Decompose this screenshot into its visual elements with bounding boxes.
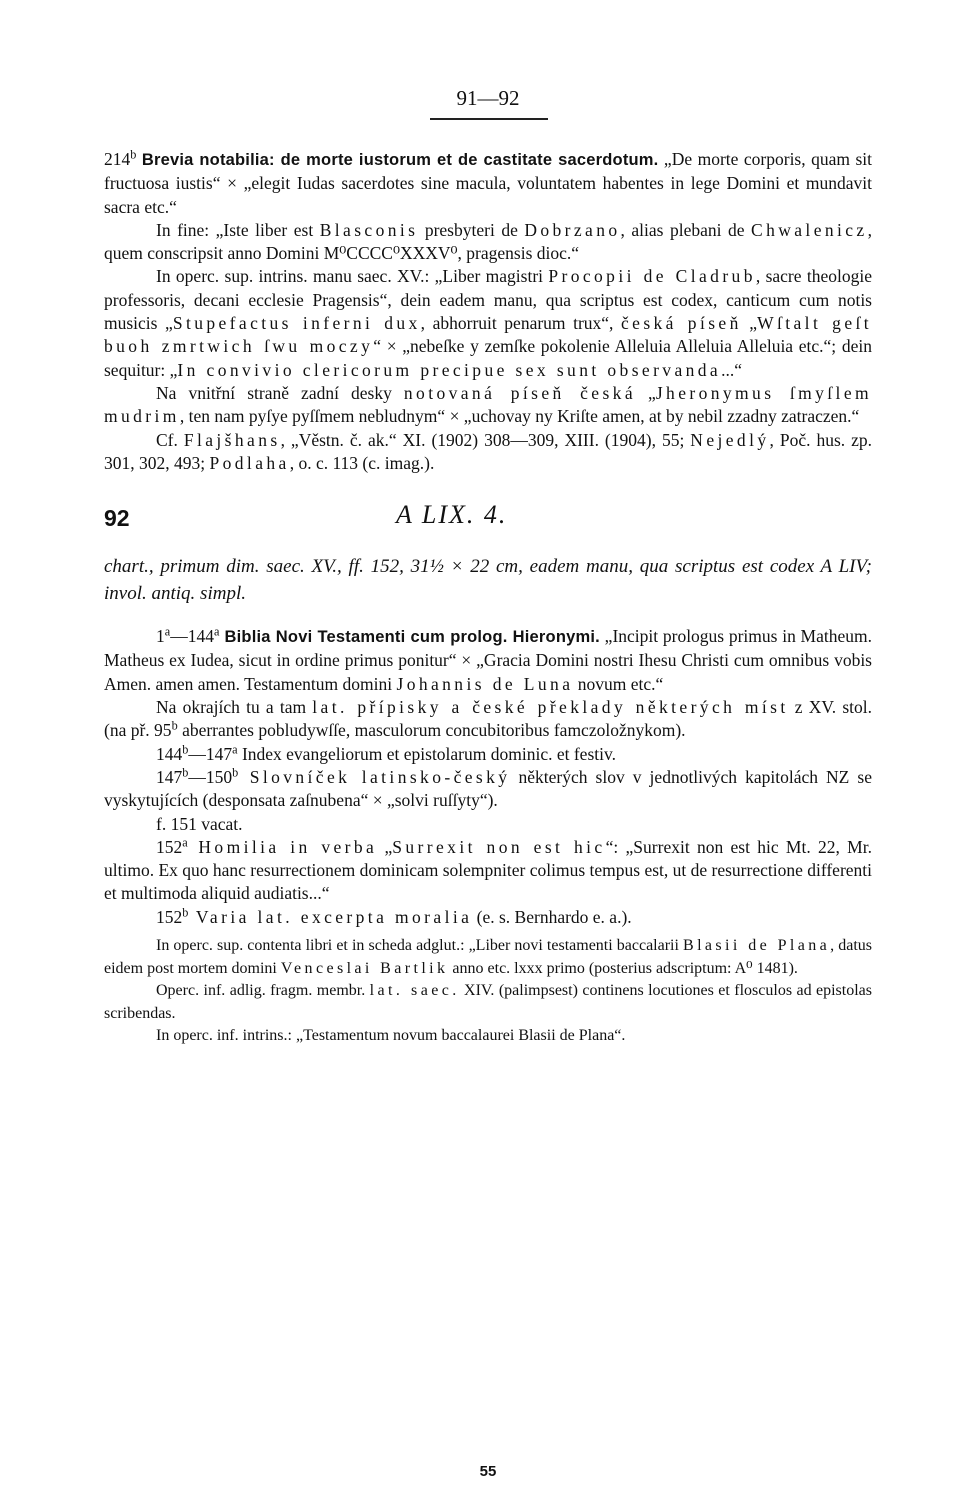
paragraph-152a: 152$^a$ Homilia in verba „Surrexit non est hic“: „Surrexit non est hic Mt. 22, Mr. ultimo. Ex quo hanc resurrectionem dominicam solempniter colimus tempus est, ut de resurrectione differenti et multimoda aliquid audiatis...“ xyxy=(104,835,873,904)
paragraph-152b: 152$^b$ Varia lat. excerpta moralia (e. s. Bernhardo e. a.). xyxy=(156,904,632,927)
paragraph-references: Cf. Flajšhans, „Věstn. č. ak.“ XI. (1902) 308—309, XIII. (1904), 55; Nejedlý, Poč. hus. zp. 301, 302, 493; Podlaha, o. c. 113 (c. imag.). xyxy=(104,429,873,473)
note-operc-sup: In operc. sup. contenta libri et in scheda adglut.: „Liber novi testamenti baccalarii Blasii de Plana, datus eidem post mortem domini Venceslai Bartlik anno etc. lxxx primo (posterius adscriptum: A⁰ 1481). xyxy=(104,937,873,977)
entry-header xyxy=(104,501,872,551)
paragraph-vnitrni-strana: Na vnitřní straně zadní desky notovaná píseň česká „Jheronymus ſmyſlem mudrim, ten nam pyſye pyſſmem nebludnym“ × „uchovay ny Kriſte amen, at by nebil zzadny zatraczen.“ xyxy=(104,382,872,427)
page-body xyxy=(104,148,872,1048)
header-rule xyxy=(430,118,548,120)
paragraph-na-okrajich: Na okrajích tu a tam lat. přípisky a české překlady některých míst z XV. stol. (na př. 95$^b$ aberrantes pobludywſſe, masculorum concubitoribus famczoložnykom). xyxy=(104,697,872,741)
paragraph-1a-144a: 1$^a$—144$^a$ Biblia Novi Testamenti cum prolog. Hieronymi. „Incipit prologus primus in Matheum. Matheus ex Iudea, sicut in ordine primus ponitur“ × „Gracia Domini nostri Ihesu Christi cum omnibus vobis Amen. amen amen. Testamentum domini Johannis de Luna novum etc.“ xyxy=(104,624,872,694)
paragraph-in-fine: In fine: „Iste liber est Blasconis presbyteri de Dobrzano, alias plebani de Chwalenicz, quem conscripsit anno Domini M⁰CCCC⁰XXXV⁰, pragensis dioc.“ xyxy=(104,219,872,264)
entry-description: chart., primum dim. saec. XV., ff. 152, 31½ × 22 cm, eadem manu, qua scriptus est codex A LIV; invol. antiq. simpl. xyxy=(104,556,872,605)
page-number: 55 xyxy=(479,1463,497,1480)
entry-signature: A LIX. 4. xyxy=(396,500,508,530)
paragraph-f151: f. 151 vacat. xyxy=(156,813,243,834)
paragraph-214b: 214$^b$ Brevia notabilia: de morte iustorum et de castitate sacerdotum. „De morte corporis, quam sit fructuosa iustis“ × „elegit Iudas sacerdotes sine macula, voluntatem habentes in lege Domini et mundavit sacra etc.“ xyxy=(104,147,872,217)
section-title: Brevia notabilia: de morte iustorum et de castitate sacerdotum. xyxy=(141,151,659,169)
entry-number: 92 xyxy=(104,505,130,532)
note-operc-inf: Operc. inf. adlig. fragm. membr. lat. saec. XIV. (palimpsest) continens locutiones et flosculos ad epistolas scribendas. xyxy=(104,982,872,1022)
paragraph-144b-147a: 144$^b$—147$^a$ Index evangeliorum et epistolarum dominic. et festiv. xyxy=(156,741,616,764)
running-head: 91—92 xyxy=(456,86,520,110)
note-operc-inf-intrins: In operc. inf. intrins.: „Testamentum novum baccalaurei Blasii de Plana“. xyxy=(156,1027,626,1045)
paragraph-147b-150b: 147$^b$—150$^b$ Slovníček latinsko-český některých slov v jednotlivých kapitolách NZ se vyskytujících (desponsata zaſnubena“ × „solvi ruſſyty“). xyxy=(104,765,872,811)
section-title: Biblia Novi Testamenti cum prolog. Hieronymi. xyxy=(219,628,600,647)
paragraph-operc-sup: In operc. sup. intrins. manu saec. XV.: „Liber magistri Procopii de Cladrub, sacre theologie professoris, decani ecclesie Pragensis“, dein eadem manu, qua scriptus est codex, canticum cum notis musicis „Stupefactus inferni dux, abhorruit penarum trux“, česká píseň „Wſtalt geſt buoh zmrtwich ſwu moczy“ × „nebeſke y zemſke pokolenie Alleluia Alleluia Alleluia etc.“; dein sequitur: „In convivio clericorum precipue sex sunt observanda...“ xyxy=(104,266,873,380)
